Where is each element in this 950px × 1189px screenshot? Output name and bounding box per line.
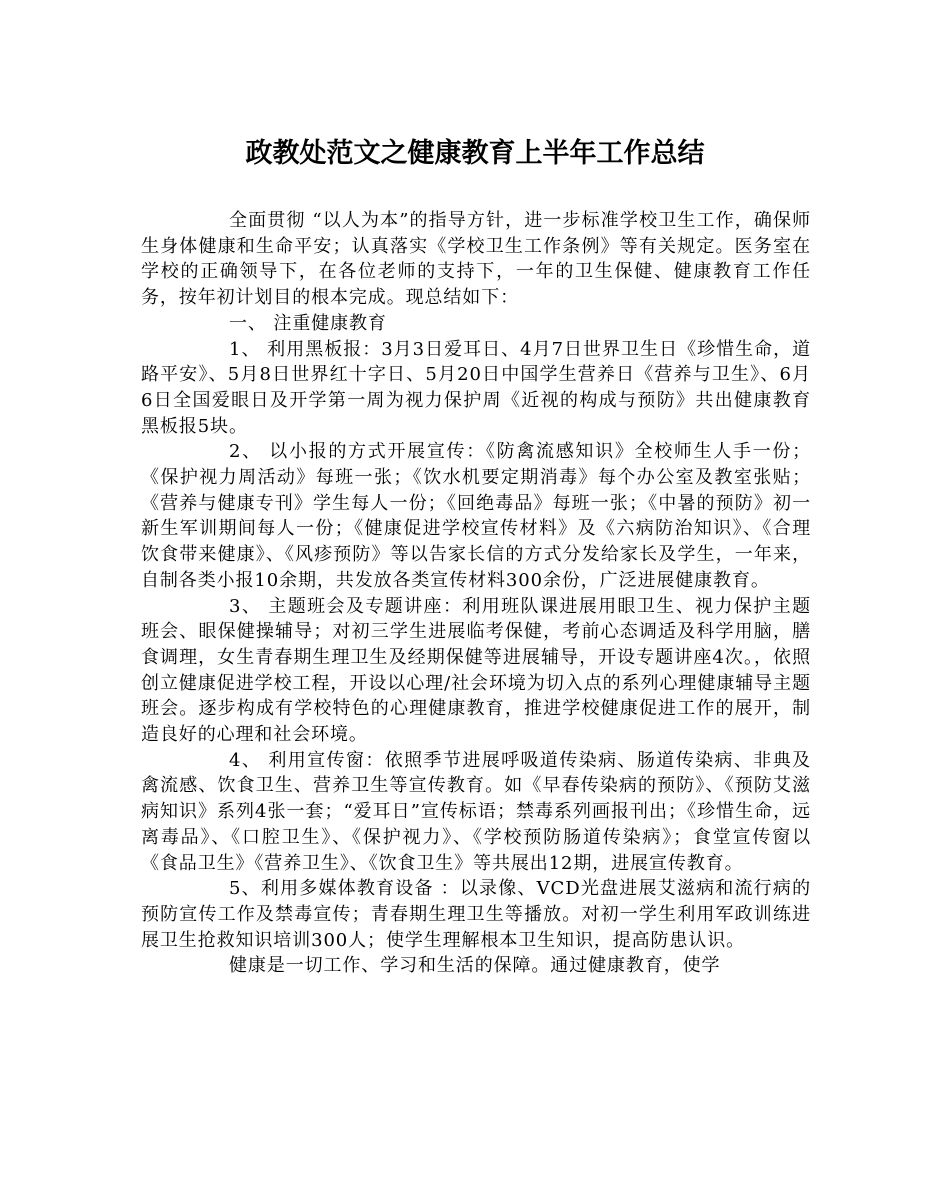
paragraph-item-3: 3、 主题班会及专题讲座：利用班队课进展用眼卫生、视力保护主题班会、眼保健操辅导；对初三学生进展临考保健，考前心态调适及科学用脑，膳食调理，女生青春期生理卫生及经期保健等进展辅导，开设专题讲座4次。，依照创立健康促进学校工程，开设以心理/社会环境为切入点的系列心理健康辅导主题班会。逐步构成有学校特色的心理健康教育，推进学校健康促进工作的展开，制造良好的心理和社会环境。 <box>141 595 811 746</box>
paragraph-closing: 健康是一切工作、学习和生活的保障。通过健康教育，使学 <box>229 955 721 977</box>
document-body <box>141 208 811 979</box>
paragraph-intro: 全面贯彻 “以人为本”的指导方针，进一步标准学校卫生工作，确保师生身体健康和生命平安；认真落实《学校卫生工作条例》等有关规定。医务室在学校的正确领导下，在各位老师的支持下，一年的卫生保健、健康教育工作任务，按年初计划目的根本完成。现总结如下： <box>141 210 811 309</box>
paragraph-item-5: 5、利用多媒体教育设备 ：以录像、VCD光盘进展艾滋病和流行病的预防宣传工作及禁毒宣传；青春期生理卫生等播放。对初一学生利用军政训练进展卫生抢救知识培训300人；使学生理解根本卫生知识，提高防患认识。 <box>141 878 811 951</box>
section-heading-1: 一、 注重健康教育 <box>229 312 387 334</box>
paragraph-item-2: 2、 以小报的方式开展宣传：《防禽流感知识》全校师生人手一份；《保护视力周活动》每班一张；《饮水机要定期消毒》每个办公室及教室张贴；《营养与健康专刊》学生每人一份；《回绝毒品》每班一张；《中暑的预防》初一新生军训期间每人一份；《健康促进学校宣传材料》及《六病防治知识》、《合理饮食带来健康》、《风疹预防》等以告家长信的方式分发给家长及学生，一年来，自制各类小报10余期，共发放各类宣传材料300余份，广泛进展健康教育。 <box>141 441 811 591</box>
paragraph-item-1: 1、 利用黑板报：3月3日爱耳日、4月7日世界卫生日《珍惜生命，道路平安》、5月8日世界红十字日、5月20日中国学生营养日《营养与卫生》、6月6日全国爱眼日及开学第一周为视力保护周《近视的构成与预防》共出健康教育黑板报5块。 <box>141 338 811 437</box>
paragraph-item-4: 4、 利用宣传窗：依照季节进展呼吸道传染病、肠道传染病、非典及禽流感、饮食卫生、营养卫生等宣传教育。如《早春传染病的预防》、《预防艾滋病知识》系列4张一套；“爱耳日”宣传标语；禁毒系列画报刊出；《珍惜生命，远离毒品》、《口腔卫生》、《保护视力》、《学校预防肠道传染病》；食堂宣传窗以《食品卫生》《营养卫生》、《饮食卫生》等共展出12期，进展宣传教育。 <box>141 749 811 874</box>
document-title: 政教处范文之健康教育上半年工作总结 <box>245 138 705 169</box>
